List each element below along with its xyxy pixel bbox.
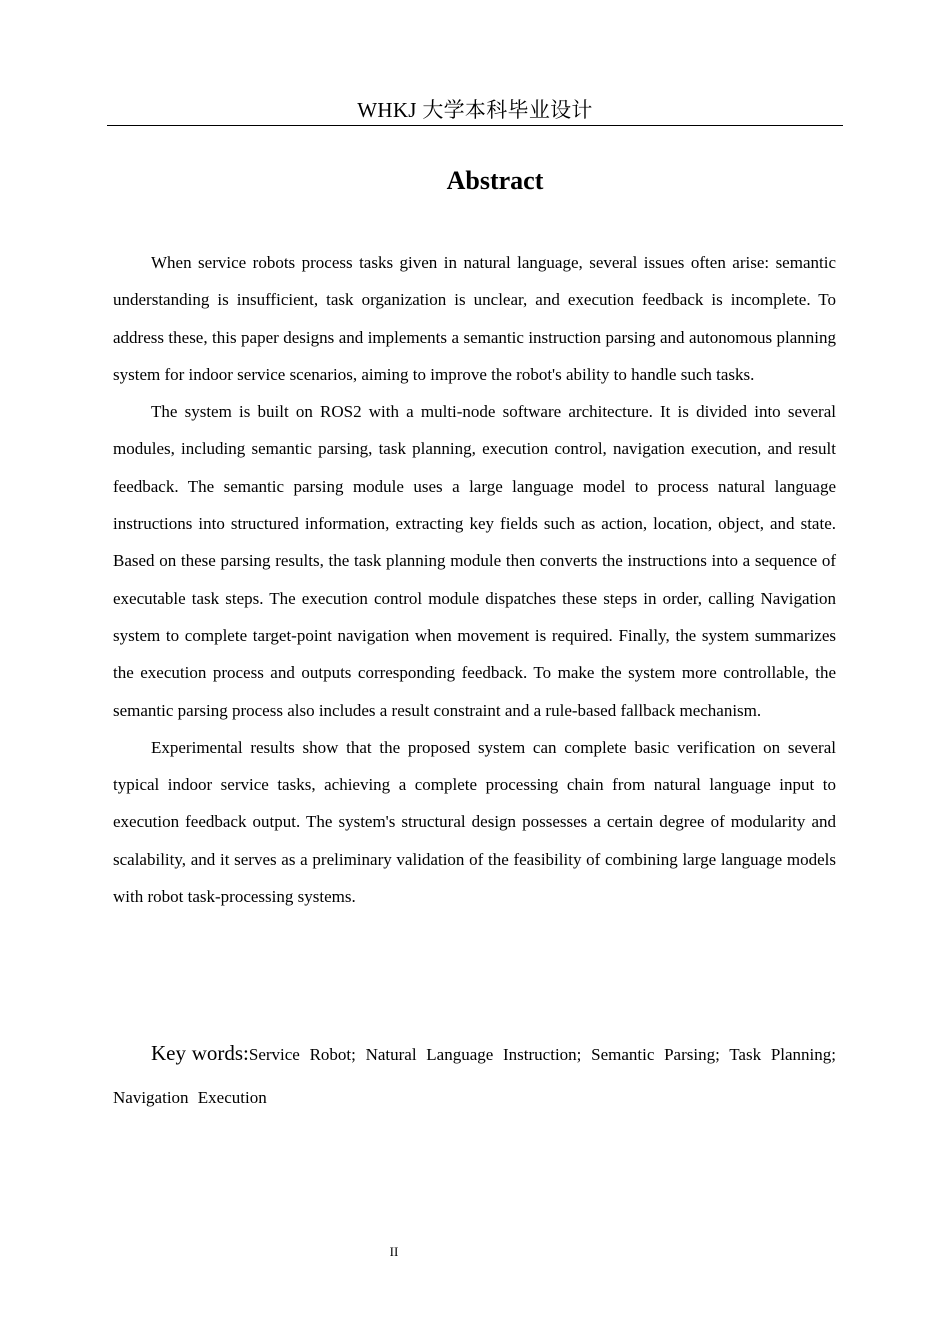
- abstract-title: Abstract: [446, 166, 544, 195]
- abstract-paragraph-2: The system is built on ROS2 with a multi-node software architecture. It is divided into several modules, including semantic parsing, task planning, execution control, navigation execution, and result feedback. The semantic parsing module uses a large language model to process natural language instructions into structured information, extracting key fields such as action, location, object, and state. Based on these parsing results, the task planning module then converts the instructions into a sequence of executable task steps. The execution control module dispatches these steps in order, calling Navigation system to complete target-point navigation when movement is required. Finally, the system summarizes the execution process and outputs corresponding feedback. To make the system more controllable, the semantic parsing process also includes a result constraint and a rule-based fallback mechanism.: [113, 402, 836, 720]
- abstract-paragraph-3: Experimental results show that the proposed system can complete basic verification on several typical indoor service tasks, achieving a complete processing chain from natural language input to execution feedback output. The system's structural design possesses a certain degree of modularity and scalability, and it serves as a preliminary validation of the feasibility of combining large language models with robot task-processing systems.: [113, 737, 836, 907]
- keywords-line: [113, 1032, 836, 1119]
- abstract-paragraph-1: When service robots process tasks given in natural language, several issues often arise: semantic understanding is insufficient, task organization is unclear, and execution feedback is incomplete. To address these, this paper designs and implements a semantic instruction parsing and autonomous planning system for indoor service scenarios, aiming to improve the robot's ability to handle such tasks.: [113, 253, 836, 384]
- keywords-text: Service Robot; Natural Language Instruction; Semantic Parsing; Task Planning; Navigation Execution: [113, 1045, 836, 1107]
- abstract-body: [113, 244, 836, 915]
- keywords-label: Key words:: [151, 1041, 249, 1065]
- running-header: WHKJ 大学本科毕业设计: [357, 98, 593, 122]
- header-divider: [107, 125, 843, 126]
- page-number: II: [389, 1244, 399, 1259]
